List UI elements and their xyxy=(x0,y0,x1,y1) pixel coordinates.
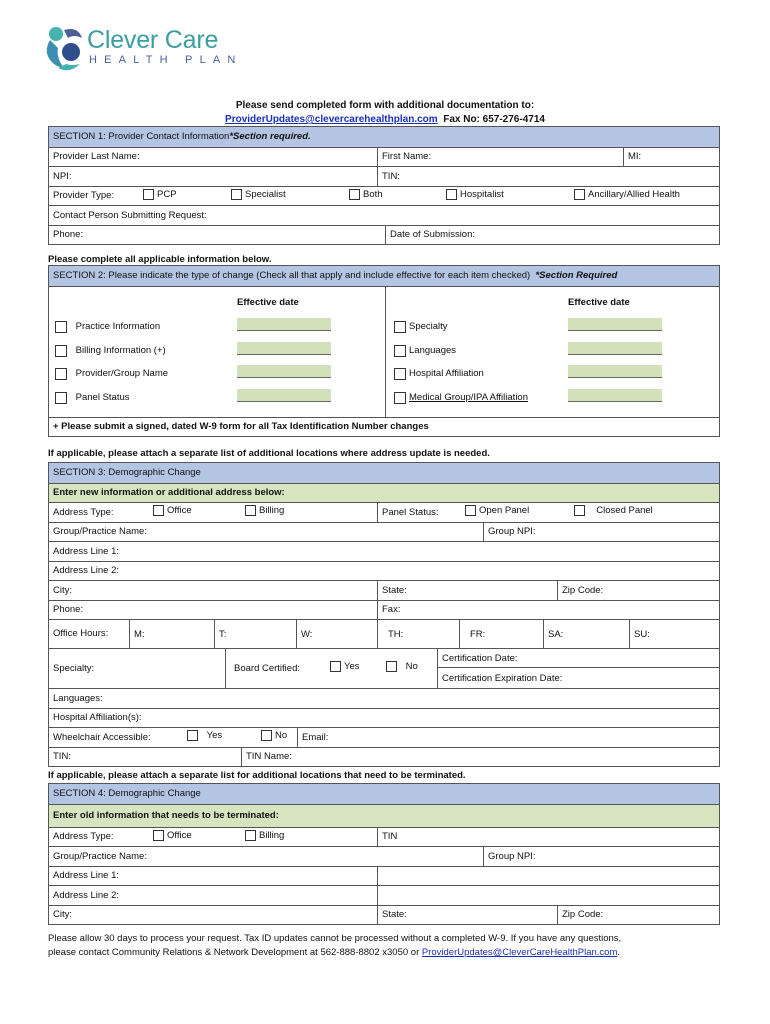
office-option[interactable]: Office xyxy=(153,505,192,516)
languages-checkbox[interactable] xyxy=(394,345,406,357)
open-panel-checkbox[interactable] xyxy=(465,505,476,516)
wheelchair-no-checkbox[interactable] xyxy=(261,730,272,741)
specialty-row xyxy=(49,648,719,688)
s4-zip-field[interactable]: Zip Code: xyxy=(557,906,719,925)
specialty-checkbox[interactable] xyxy=(394,321,406,333)
zip-field[interactable]: Zip Code: xyxy=(557,581,719,600)
section-1-table xyxy=(48,126,720,245)
section-2-table xyxy=(48,265,720,437)
languages-field[interactable]: Languages: xyxy=(53,692,103,704)
contact-row xyxy=(49,205,719,225)
contact-line xyxy=(0,114,770,125)
s4-address-line-2-row xyxy=(49,885,719,905)
hours-friday[interactable]: FR: xyxy=(459,620,543,648)
closed-panel-checkbox[interactable] xyxy=(574,505,585,516)
specialty-date[interactable] xyxy=(568,318,662,331)
section-1-title: SECTION 1: Provider Contact Information xyxy=(53,131,230,143)
practice-information-option[interactable]: Practice Information xyxy=(55,321,160,333)
name-row xyxy=(49,147,719,167)
section-3-table xyxy=(48,462,720,767)
provider-group-name-option[interactable]: Provider/Group Name xyxy=(55,368,168,380)
date-of-submission-field[interactable]: Date of Submission: xyxy=(385,226,719,245)
certification-date-field[interactable]: Certification Date: xyxy=(438,649,719,668)
s4-billing-checkbox[interactable] xyxy=(245,830,256,841)
both-checkbox[interactable] xyxy=(349,189,360,200)
address-line-2-field[interactable]: Address Line 2: xyxy=(53,565,120,577)
hours-wednesday[interactable]: W: xyxy=(296,620,377,648)
s4-address-line-2-field[interactable]: Address Line 2: xyxy=(53,889,120,901)
s4-address-type-row xyxy=(49,827,719,847)
board-no-option[interactable]: No xyxy=(386,661,418,672)
languages-row xyxy=(49,688,719,708)
npi-field[interactable]: NPI: xyxy=(53,170,72,182)
s4-address-type-label: Address Type: xyxy=(53,831,114,843)
effective-date-header-right: Effective date xyxy=(568,296,630,308)
office-checkbox[interactable] xyxy=(153,505,164,516)
change-left-column xyxy=(49,287,385,417)
panel-status-checkbox[interactable] xyxy=(55,392,67,404)
panel-status-date[interactable] xyxy=(237,389,331,402)
phone-field-s3[interactable]: Phone: xyxy=(53,604,84,616)
footer-note xyxy=(48,932,728,960)
email-field[interactable]: Email: xyxy=(297,728,719,747)
s4-group-npi-field[interactable]: Group NPI: xyxy=(483,847,719,866)
type-ancillary-option[interactable]: Ancillary/Allied Health xyxy=(574,189,680,200)
medical-group-checkbox[interactable] xyxy=(394,392,406,404)
billing-information-option[interactable]: Billing Information (+) xyxy=(55,345,166,357)
section-4-header xyxy=(49,784,719,804)
tin-field-s3[interactable]: TIN: xyxy=(53,751,71,763)
w9-row xyxy=(49,417,719,437)
closed-panel-option[interactable]: Closed Panel xyxy=(574,505,653,516)
hospital-row xyxy=(49,708,719,728)
s4-address-line-2-extra[interactable] xyxy=(377,886,719,905)
medical-group-option[interactable]: Medical Group/IPA Affiliation xyxy=(394,392,528,404)
city-row xyxy=(49,580,719,600)
board-yes-option[interactable]: Yes xyxy=(330,661,360,672)
s4-group-row xyxy=(49,846,719,866)
phone-field[interactable]: Phone: xyxy=(53,229,84,241)
section-1-required: *Section required. xyxy=(229,131,311,143)
billing-information-checkbox[interactable] xyxy=(55,345,67,357)
contact-person-field[interactable]: Contact Person Submitting Request: xyxy=(53,209,207,221)
effective-date-header-left: Effective date xyxy=(237,296,299,308)
email-link[interactable]: ProviderUpdates@clevercarehealthplan.com xyxy=(225,114,438,125)
tin-name-field[interactable]: TIN Name: xyxy=(241,748,719,767)
billing-option[interactable]: Billing xyxy=(245,505,284,516)
state-field[interactable]: State: xyxy=(377,581,557,600)
address-line-2-row xyxy=(49,561,719,581)
address-type-row xyxy=(49,502,719,522)
footer-line-2: please contact Community Relations & Network Development at 562-888-8802 x3050 or ProviderUpdates@CleverCareHealthPlan.com. xyxy=(48,947,621,958)
section-3-header xyxy=(49,463,719,483)
s4-tin-field[interactable]: TIN xyxy=(377,828,719,847)
group-row xyxy=(49,522,719,542)
hospital-affiliation-date[interactable] xyxy=(568,365,662,378)
languages-date[interactable] xyxy=(568,342,662,355)
wheelchair-yes-checkbox[interactable] xyxy=(187,730,198,741)
hospitalist-checkbox[interactable] xyxy=(446,189,457,200)
type-hospitalist-option[interactable]: Hospitalist xyxy=(446,189,504,200)
s4-state-field[interactable]: State: xyxy=(377,906,557,925)
hours-tuesday[interactable]: T: xyxy=(214,620,296,648)
panel-status-option[interactable]: Panel Status xyxy=(55,392,130,404)
logo-subtitle: HEALTH PLAN xyxy=(89,54,243,66)
pcp-checkbox[interactable] xyxy=(143,189,154,200)
practice-information-date[interactable] xyxy=(237,318,331,331)
section-3-sub: Enter new information or additional address below: xyxy=(53,487,285,499)
board-certified-label: Board Certified: xyxy=(234,663,301,674)
s4-office-checkbox[interactable] xyxy=(153,830,164,841)
footer-email-link[interactable]: ProviderUpdates@CleverCareHealthPlan.com xyxy=(421,947,618,958)
change-type-row xyxy=(49,286,719,417)
hours-monday[interactable]: M: xyxy=(129,620,214,648)
phone-row xyxy=(49,225,719,245)
billing-checkbox[interactable] xyxy=(245,505,256,516)
type-both-option[interactable]: Both xyxy=(349,189,383,200)
specialty-field[interactable]: Specialty: xyxy=(53,663,95,674)
footer-line-1: Please allow 30 days to process your request. Tax ID updates cannot be processed without a completed W-9. If you have any questions, xyxy=(48,933,622,944)
fax-field[interactable]: Fax: xyxy=(377,601,719,620)
address-line-1-row xyxy=(49,541,719,561)
section-2-note: Please complete all applicable information below. xyxy=(48,254,272,265)
s4-group-name-field[interactable]: Group/Practice Name: xyxy=(53,850,147,862)
s4-city-row xyxy=(49,905,719,925)
address-line-1-field[interactable]: Address Line 1: xyxy=(53,545,120,557)
mi-field[interactable]: MI: xyxy=(623,148,719,167)
group-npi-field[interactable]: Group NPI: xyxy=(483,523,719,542)
type-pcp-option[interactable]: PCP xyxy=(143,189,177,200)
send-instructions: Please send completed form with additional documentation to: xyxy=(235,100,535,111)
board-yes-checkbox[interactable] xyxy=(330,661,341,672)
section-3-note: If applicable, please attach a separate list of additional locations where address update is needed. xyxy=(48,448,490,459)
provider-type-label: Provider Type: xyxy=(53,190,115,202)
logo-name: Clever Care xyxy=(87,26,219,54)
provider-type-row xyxy=(49,186,719,206)
phone-fax-row xyxy=(49,600,719,620)
first-name-field[interactable]: First Name: xyxy=(377,148,623,167)
s4-office-option[interactable]: Office xyxy=(153,830,192,841)
section-2-title: SECTION 2: Please indicate the type of change (Check all that apply and include effective for each item checked) xyxy=(53,270,531,282)
logo-mark-icon xyxy=(44,24,84,74)
office-hours-row xyxy=(49,619,719,648)
wheelchair-no-option[interactable]: No xyxy=(261,730,287,741)
panel-status-label: Panel Status: xyxy=(382,506,439,518)
section-1-header xyxy=(49,127,719,147)
s4-billing-option[interactable]: Billing xyxy=(245,830,284,841)
section-3-title: SECTION 3: Demographic Change xyxy=(53,467,201,479)
specialty-option[interactable]: Specialty xyxy=(394,321,448,333)
practice-information-checkbox[interactable] xyxy=(55,321,67,333)
provider-group-name-date[interactable] xyxy=(237,365,331,378)
fax-number: Fax No: 657-276-4714 xyxy=(443,114,545,125)
section-4-note: If applicable, please attach a separate list for additional locations that need to be terminated. xyxy=(48,770,466,781)
section-2-required: *Section Required xyxy=(535,270,618,282)
group-name-field[interactable]: Group/Practice Name: xyxy=(53,526,147,538)
tin-row xyxy=(49,747,719,767)
certification-expiration-field[interactable]: Certification Expiration Date: xyxy=(442,672,563,684)
hospital-affiliation-field[interactable]: Hospital Affiliation(s): xyxy=(53,712,142,724)
hours-saturday[interactable]: SA: xyxy=(543,620,629,648)
hospital-affiliation-checkbox[interactable] xyxy=(394,368,406,380)
specialist-checkbox[interactable] xyxy=(231,189,242,200)
wheelchair-row xyxy=(49,727,719,747)
clever-care-logo xyxy=(44,24,243,74)
billing-information-date[interactable] xyxy=(237,342,331,355)
section-4-table xyxy=(48,783,720,925)
open-panel-option[interactable]: Open Panel xyxy=(465,505,529,516)
hours-thursday[interactable]: TH: xyxy=(377,620,459,648)
address-type-label: Address Type: xyxy=(53,506,114,518)
section-3-subheader xyxy=(49,483,719,503)
section-4-subheader xyxy=(49,804,719,827)
s4-address-line-1-extra[interactable] xyxy=(377,867,719,886)
board-no-checkbox[interactable] xyxy=(386,661,397,672)
section-4-title: SECTION 4: Demographic Change xyxy=(53,788,201,800)
wheelchair-yes-option[interactable]: Yes xyxy=(187,730,222,741)
s4-address-line-1-field[interactable]: Address Line 1: xyxy=(53,870,120,882)
change-right-column xyxy=(385,287,719,417)
provider-last-name-field[interactable]: Provider Last Name: xyxy=(53,151,140,163)
wheelchair-label: Wheelchair Accessible: xyxy=(53,731,151,743)
city-field[interactable]: City: xyxy=(53,584,72,596)
s4-address-line-1-row xyxy=(49,866,719,886)
w9-note: + Please submit a signed, dated W-9 form for all Tax Identification Number changes xyxy=(53,421,429,433)
office-hours-label: Office Hours: xyxy=(53,628,109,639)
section-2-header xyxy=(49,266,719,286)
hours-sunday[interactable]: SU: xyxy=(629,620,719,648)
ancillary-checkbox[interactable] xyxy=(574,189,585,200)
provider-group-name-checkbox[interactable] xyxy=(55,368,67,380)
hospital-affiliation-option[interactable]: Hospital Affiliation xyxy=(394,368,484,380)
medical-group-date[interactable] xyxy=(568,389,662,402)
tin-field[interactable]: TIN: xyxy=(377,167,719,186)
type-specialist-option[interactable]: Specialist xyxy=(231,189,286,200)
section-4-sub: Enter old information that needs to be terminated: xyxy=(53,810,279,821)
npi-tin-row xyxy=(49,166,719,186)
s4-city-field[interactable]: City: xyxy=(53,909,72,921)
languages-option[interactable]: Languages xyxy=(394,345,456,357)
